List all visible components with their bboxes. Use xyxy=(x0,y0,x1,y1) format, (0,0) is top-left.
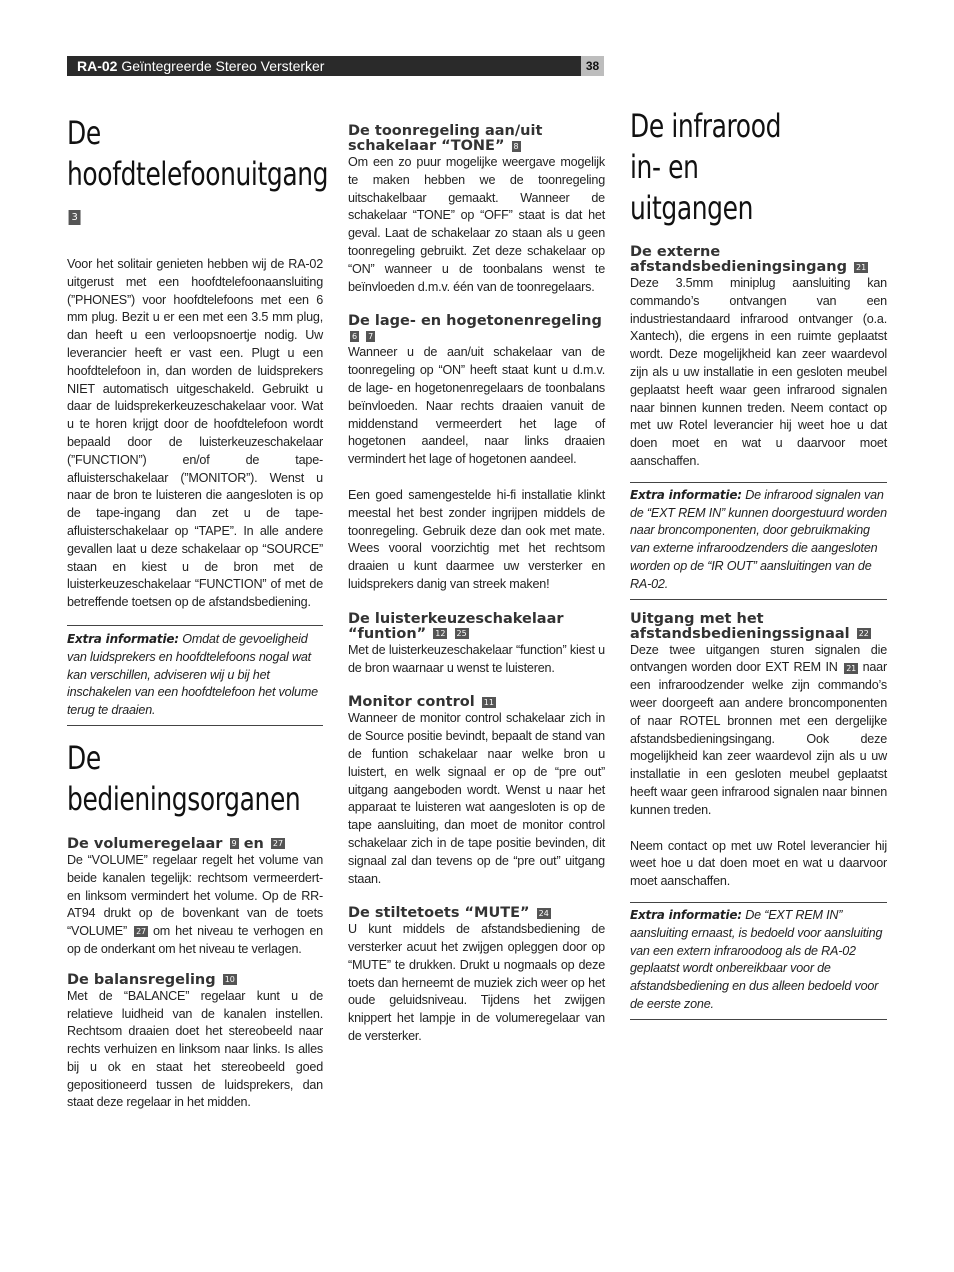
subheading-text: Uitgang met het afstandsbedieningssignaal xyxy=(630,610,850,642)
ref-tag: 21 xyxy=(846,663,856,673)
ref-tag: 12 xyxy=(435,629,446,639)
paragraph-monitor: Wanneer de monitor control schakelaar zich in de Source positie bevindt, bepaalt de stand van de funtion schakelaar naar welke bron u luistert, en welk signaal er op de “pre out” uitgang aangeboden wordt. Wenst u naar het apparaat te luisteren wat aangesloten is op de tape aansluiting, dan moet de monitor control schakelaar zich in de tape positie bevinden, dit signaal zal dan tevens op de “pre out” uitgang staan. xyxy=(348,711,605,886)
paragraph-hifi: Een goed samengestelde hi-fi installatie klinkt meestal het best zonder ingrijpen middels de toonregeling. Gebruik deze dan ook met mate. Wees vooral voorzichtig met het rechtsom draaien u kunt daarmee uw versterker en luidsprekers danig van streek maken! xyxy=(348,487,605,591)
paragraph-remote-out xyxy=(630,642,887,820)
paragraph-ext-remote: Deze 3.5mm miniplug aansluiting kan commando’s ontvangen van een industriestandaard infrarood ontvanger (o.a. Xantech), die ergens in een ruimte geplaatst wordt. Deze mogelijkheid kan zeer waardevol zijn als u uw installatie in een gesloten meubel geplaatst heeft waar geen infrarood signalen naar binnen kunnen treden. Neem contact op met uw Rotel leverancier hij weet hoe u dat doen moet en wat u daarvoor moet aanschaffen. xyxy=(630,276,887,468)
model-name: RA-02 xyxy=(77,58,118,74)
paragraph-balance: Met de “BALANCE” regelaar kunt u de relatieve luidheid van de kanalen instellen. Rechtsom draaien doet het stereobeeld naar rechts verhuizen en linksom naar links. Is alles bij u ok en staat het stereobeeld goed gepositioneerd tussen de luidsprekers, dan staat deze regelaar in het midden. xyxy=(67,988,323,1110)
divider xyxy=(67,725,323,726)
subheading-mute xyxy=(348,906,605,921)
note-label: Extra informatie: xyxy=(630,487,742,502)
page-header-bar xyxy=(67,56,581,76)
heading-infrared: De infrarood in- en uitgangen xyxy=(630,107,782,227)
note-box xyxy=(67,631,323,720)
note-label: Extra informatie: xyxy=(630,907,742,922)
ref-tag: 7 xyxy=(368,331,374,341)
ref-tag: 10 xyxy=(224,975,235,985)
note-text: Omdat de gevoeligheid van luidsprekers en hoofdtelefoons nogal wat kan verschillen, adviseren wij u bij het inschakelen van een hoofdtelefoon het volume terug te draaien. xyxy=(67,631,318,718)
paragraph-text: om het niveau te verhogen en op de onderkant om het niveau te verlagen. xyxy=(67,924,323,956)
paragraph-contact: Neem contact op met uw Rotel leverancier hij weet hoe u dat doen moet en wat u daarvoor moet aanschaffen. xyxy=(630,838,887,889)
ref-tag: 11 xyxy=(483,697,494,707)
page-number: 38 xyxy=(581,56,604,76)
subheading-text: De toonregeling aan/uit schakelaar “TONE” xyxy=(348,123,543,154)
paragraph-mute: U kunt middels de afstandsbediening de versterker acuut het zwijgen opleggen door op “MUTE” te drukken. Drukt u nogmaals op deze toets dan herneemt de muziek zich weer op het oude geluidsniveau. Tijdens het zwijgen knippert het lampje in de volumeregelaar van de versterker. xyxy=(348,922,605,1044)
paragraph-bass-treble: Wanneer u de aan/uit schakelaar van de toonregeling op “ON” heeft staat kunt u d.m.v. de lage- en hogetonenregelaars de toonbalans beïnvloeden. Naar rechts draaien vanuit de middenstand vermeerdert het lage of hogetonen aandeel, naar links draaien vermindert het lage of hogetonen aandeel. xyxy=(348,345,605,467)
subheading-text: De stiltetoets “MUTE” xyxy=(348,905,530,922)
paragraph-text: naar een infraroodzender welke zijn commando’s weer doorgeeft aan andere broncomponenten of naar ROTEL bronnen met een dergelijke afstandsbedieningsingang. Ook deze mogelijkheid kan zeer waardevol zijn als u uw installatie in een gesloten meubel geplaatst heeft waar geen infrarood signalen naar binnen kunnen treden. xyxy=(630,660,887,817)
note-text: De “EXT REM IN” aansluiting ernaast, is bedoeld voor aansluiting van een extern infraroodoog als de RA-02 geplaatst wordt onbereikbaar voor de afstandsbediening en dus alleen bedoeld voor de eerste zone. xyxy=(630,907,883,1011)
paragraph-volume xyxy=(67,852,323,959)
note-box xyxy=(630,907,887,1014)
subheading-text: en xyxy=(243,835,264,852)
subheading-tone xyxy=(348,124,605,154)
heading-headphone xyxy=(67,113,329,236)
ref-tag: 6 xyxy=(352,331,358,341)
subheading-ext-remote xyxy=(630,245,887,275)
header-title: Geïntegreerde Stereo Versterker xyxy=(121,58,325,74)
ref-tag: 21 xyxy=(856,262,867,272)
paragraph-tone: Om een zo puur mogelijke weergave mogelijk te maken hebben we de toonregeling uitschakelbaar gemaakt. Wanneer de schakelaar “TONE” op “OFF” staat is dat het geval. Laat de schakelaar zo staan als u geen toonregeling gebruikt. Zet deze schakelaar op “ON” wanneer u de toonbalans wenst te beïnvloeden d.m.v. één van de toonregelaars. xyxy=(348,155,605,294)
ref-tag: 24 xyxy=(538,908,549,918)
note-box xyxy=(630,487,887,594)
subheading-text: De volumeregelaar xyxy=(67,835,223,852)
ref-tag: 22 xyxy=(858,629,869,639)
subheading-remote-out xyxy=(630,612,887,642)
paragraph-text: De “VOLUME” regelaar regelt het volume van beide kanalen tegelijk: rechtsom vermeerdert- en linksom vermindert het volume. Op de RR-AT94 drukt op de bovenkant van de toets “VOLUME” xyxy=(67,852,323,939)
subheading-text: De externe afstandsbedieningsingang xyxy=(630,244,847,275)
column-1 xyxy=(67,100,329,1112)
subheading-text: De lage- en hogetonenregeling xyxy=(348,313,602,330)
subheading-text: Monitor control xyxy=(348,694,475,711)
subheading-text: De luisterkeuzeschakelaar “funtion” xyxy=(348,610,564,642)
subheading-balance xyxy=(67,973,323,988)
paragraph-headphone: Voor het solitair genieten hebben wij de RA-02 uitgerust met een hoofdtelefoonaansluiting (”PHONES”) voor hoofdtelefoons met een 6 mm plug. Bezit u er een met een 3.5 mm plug, dan heeft u een verloopsnoertje nodig. Uw leverancier heeft er vast een. Plugt u een hoofdtelefoon in, dan worden de luidsprekers NIET automatisch uitgeschakeld. Gebruikt u daar de luidsprekerkeuzeschakelaar voor. Wat u te horen krijgt door de hoofdtelefoon wordt bepaald door de luisterkeuzeschakelaar (”FUNCTION”) en/of de tape-afluisterschakelaar (”MONITOR”). Wenst u naar de bron te luisteren die aangesloten is op de tape-ingang dan zet u de tape-afluisterschakelaar op “TAPE”. In alle andere gevallen laat u deze schakelaar op “SOURCE” staan en kiest u de bron met de luisterkeuzeschakelaar “FUNCTION” of met de betreffende toetsen op de afstandsbediening. xyxy=(67,257,323,610)
paragraph-function: Met de luisterkeuzeschakelaar “function” kiest u de bron waarnaar u wenst te luisteren. xyxy=(348,642,605,675)
note-label: Extra informatie: xyxy=(67,631,179,646)
column-2 xyxy=(348,100,605,1046)
subheading-text: De balansregeling xyxy=(67,971,216,988)
column-3 xyxy=(630,100,887,1020)
ref-tag: 8 xyxy=(513,141,519,151)
note-text: De infrarood signalen van de “EXT REM IN” kunnen doorgestuurd worden naar broncomponenten, door gebruikmaking van externe infraroodzenders die aangesloten worden op de “IR OUT” aansluitingen van de RA-02. xyxy=(630,487,887,591)
heading-controls: De bedieningsorganen xyxy=(67,738,301,818)
paragraph-text: Deze twee uitgangen sturen signalen die ontvangen worden door EXT REM IN xyxy=(630,642,887,675)
heading-text: De hoofdtelefoonuitgang xyxy=(67,114,329,193)
ref-tag: 25 xyxy=(456,629,467,639)
subheading-monitor xyxy=(348,695,605,710)
subheading-function xyxy=(348,612,605,642)
ref-tag: 3 xyxy=(69,210,81,225)
ref-tag: 27 xyxy=(272,839,284,849)
subheading-bass-treble xyxy=(348,314,605,344)
subheading-volume xyxy=(67,837,323,852)
ref-tag: 9 xyxy=(231,839,237,849)
divider xyxy=(630,1019,887,1020)
ref-tag: 27 xyxy=(136,927,146,937)
